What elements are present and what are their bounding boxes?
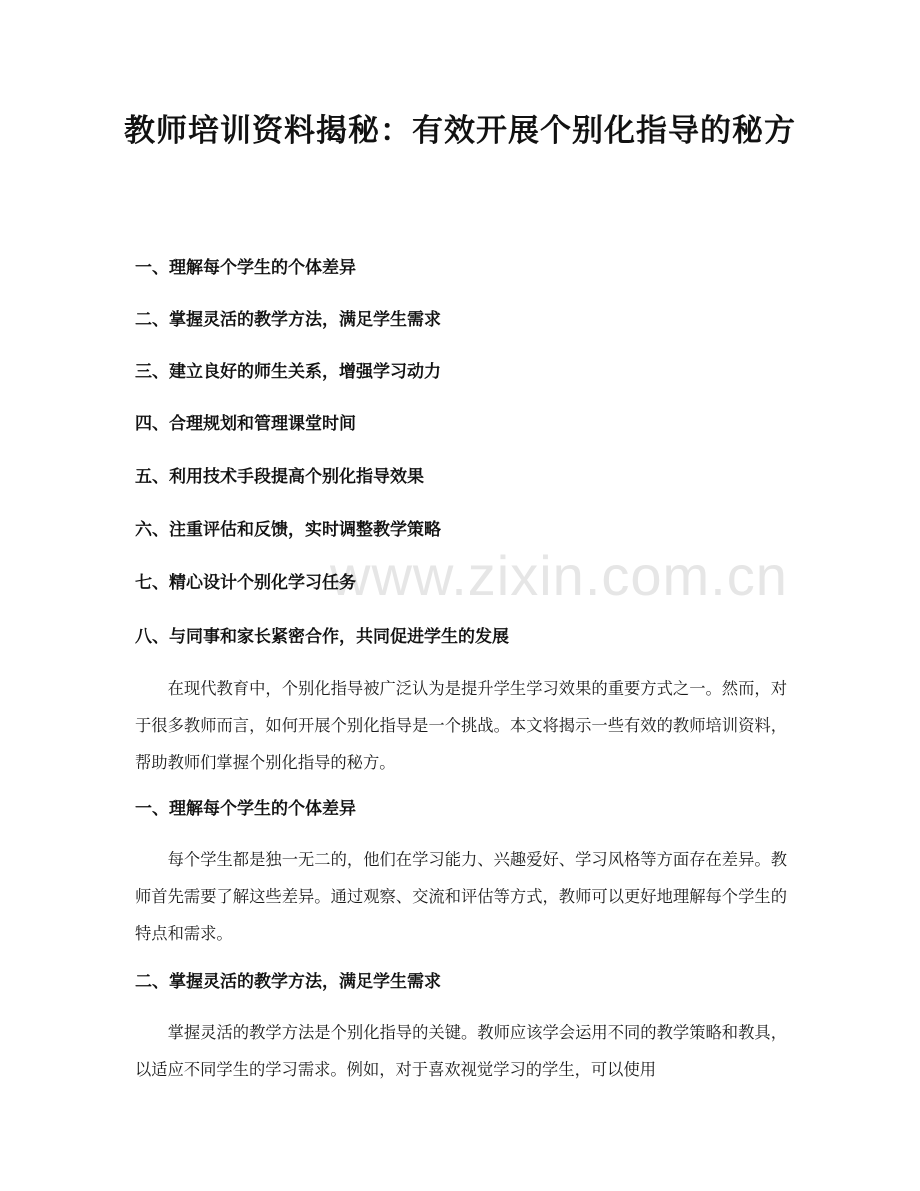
toc-item-8: 八、与同事和家长紧密合作，共同促进学生的发展: [135, 627, 509, 647]
section-body-1: 每个学生都是独一无二的，他们在学习能力、兴趣爱好、学习风格等方面存在差异。教师首先需要了解这些差异。通过观察、交流和评估等方式，教师可以更好地理解每个学生的特点和需求。: [135, 850, 787, 943]
toc-item-2: 二、掌握灵活的教学方法，满足学生需求: [135, 310, 441, 330]
section-body-2: 掌握灵活的教学方法是个别化指导的关键。教师应该学会运用不同的教学策略和教具，以适应不同学生的学习需求。例如，对于喜欢视觉学习的学生，可以使用: [135, 1023, 787, 1079]
toc-item-1: 一、理解每个学生的个体差异: [135, 258, 356, 278]
section-heading-2: 二、掌握灵活的教学方法，满足学生需求: [135, 972, 441, 992]
toc-item-4: 四、合理规划和管理课堂时间: [135, 414, 356, 434]
section-heading-1: 一、理解每个学生的个体差异: [135, 799, 356, 819]
document-title: 教师培训资料揭秘：有效开展个别化指导的秘方: [124, 113, 796, 149]
toc-item-5: 五、利用技术手段提高个别化指导效果: [135, 467, 424, 487]
toc-item-7: 七、精心设计个别化学习任务: [135, 573, 356, 593]
watermark: www.zixin.com.cn: [330, 544, 788, 607]
toc-item-6: 六、注重评估和反馈，实时调整教学策略: [135, 520, 441, 540]
intro-paragraph: 在现代教育中，个别化指导被广泛认为是提升学生学习效果的重要方式之一。然而，对于很多教师而言，如何开展个别化指导是一个挑战。本文将揭示一些有效的教师培训资料，帮助教师们掌握个别化指导的秘方。: [135, 679, 787, 772]
toc-item-3: 三、建立良好的师生关系，增强学习动力: [135, 362, 441, 382]
